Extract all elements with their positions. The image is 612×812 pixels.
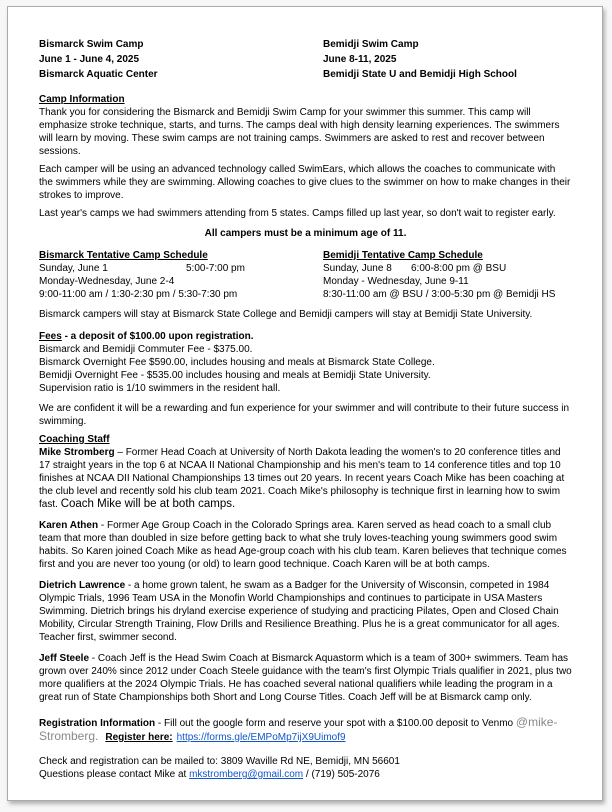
coach-bio-text-mike: – Former Head Coach at University of North Dakota leading the women's to 20 conference titles and 17 straight years in the top 6 at NCAA II National Championship and his men's team to 14 conference titles and top 10 finishes at NCAA DII National Championships 13 times out 20 years. In recent years Coach Mike has been coaching at the club level and recently sold his club team 2021. Coach Mike's philosophy is technique first in learning how to swim fast. [39, 447, 565, 510]
bismarck-row1-day: Sunday, June 1 [39, 263, 108, 274]
bismarck-header-block [39, 37, 323, 82]
camp-info-heading: Camp Information [39, 94, 125, 105]
bismarck-schedule [39, 249, 323, 301]
registration-form-link[interactable]: https://forms.gle/EMPoMp7ijX9Uimof9 [176, 732, 346, 743]
bemidji-header-block [323, 37, 572, 82]
bemidji-schedule-row-2: Monday - Wednesday, June 9-11 [323, 276, 469, 287]
coach-bio-text-karen: - Former Age Group Coach in the Colorado Springs area. Karen served as head coach to a small club team that more than doubled in size before getting back to what she truly loves-teaching young swimmers good swim habits. So Karen joined Coach Mike as head Age-group coach with his club team. Karen believes that technique comes first and you are never too young (or old) to learn good technique. Coach Karen will be at both camps. [39, 520, 567, 570]
questions-suffix: / (719) 505-2076 [303, 769, 380, 780]
fees-heading-line [39, 330, 572, 343]
coach-bio-text-dietrich: - a home grown talent, he swam as a Badger for the University of Wisconsin, competed in 1984 Olympic Trials, 1996 Team USA in the Monofin World Championships and continues to participate in USA Masters Swimming. Dietrich brings his dryland exercise experience of studying and practicing Pilates, Open and Closed Chain Mobility, Circular Strength Training, Flow Drills and Resilience Breathing. Plus he is a great communicator for all ages. Teacher first, swimmer second. [39, 580, 560, 643]
coach-bio-mike [39, 446, 572, 511]
mailing-address-line: Check and registration can be mailed to: 3809 Waville Rd NE, Bemidji, MN 56601 [39, 756, 400, 767]
bemidji-row1-day: Sunday, June 8 [323, 263, 392, 274]
camp-info-paragraph-2: Each camper will be using an advanced technology called SwimEars, which allows the coaches to communicate with the swimmers while they are swimming. Allowing coaches to give clues to the swimmer on how to make changes in their strokes to improve. [39, 164, 571, 201]
bemidji-camp-dates: June 8-11, 2025 [323, 54, 397, 65]
bismarck-camp-title: Bismarck Swim Camp [39, 39, 144, 50]
questions-line [39, 768, 572, 781]
fee-line-supervision: Supervision ratio is 1/10 swimmers in the resident hall. [39, 383, 281, 394]
document-page [7, 6, 603, 801]
fees-heading: Fees [39, 331, 62, 342]
bemidji-schedule-row-1 [323, 262, 572, 275]
registration-text: - Fill out the google form and reserve your spot with a $100.00 deposit to Venmo [155, 718, 516, 729]
coach-bio-dietrich [39, 579, 572, 644]
contact-email-link[interactable]: mkstromberg@gmail.com [189, 769, 304, 780]
registration-info-line [39, 716, 572, 744]
camp-header [39, 37, 572, 82]
venmo-handle: @mike-Stromberg. [39, 715, 558, 743]
coach-bio-jeff [39, 652, 572, 704]
bismarck-camp-dates: June 1 - June 4, 2025 [39, 54, 140, 65]
coach-name-dietrich: Dietrich Lawrence [39, 580, 126, 591]
bismarck-schedule-row-1 [39, 262, 323, 275]
bemidji-camp-venue: Bemidji State U and Bemidji High School [323, 69, 517, 80]
coach-bio-text-jeff: - Coach Jeff is the Head Swim Coach at Bismarck Aquastorm which is a team of 300+ swimmers. Team has grown over 240% since 2012 under Coach Steele guidance with the team's first Olympic Trials qualifier in 2021, plus two more qualifiers at the 2024 Olympic Trials. He has coached several national qualifiers while leading the program in a great run of State Championships both Short and Long Course Titles. Coach Jeff will be at Bismarck camp only. [39, 653, 572, 703]
fee-line-bismarck-overnight: Bismarck Overnight Fee $590.00, includes housing and meals at Bismarck State College. [39, 357, 435, 368]
bemidji-schedule [323, 249, 572, 301]
bismarck-schedule-row-2: Monday-Wednesday, June 2-4 [39, 276, 175, 287]
bismarck-row1-time: 5:00-7:00 pm [186, 263, 245, 274]
bemidji-camp-title: Bemidji Swim Camp [323, 39, 419, 50]
age-requirement-notice: All campers must be a minimum age of 11. [204, 228, 407, 239]
bismarck-camp-venue: Bismarck Aquatic Center [39, 69, 158, 80]
coach-bio-karen [39, 519, 572, 571]
bemidji-schedule-heading: Bemidji Tentative Camp Schedule [323, 250, 483, 261]
camp-info-paragraph-3: Last year's camps we had swimmers attending from 5 states. Camps filled up last year, so don't wait to register early. [39, 208, 556, 219]
bemidji-row1-time: 6:00-8:00 pm @ BSU [411, 263, 507, 274]
fees-heading-rest: - a deposit of $100.00 upon registration. [61, 331, 254, 342]
bismarck-schedule-heading: Bismarck Tentative Camp Schedule [39, 250, 208, 261]
fee-line-commuter: Bismarck and Bemidji Commuter Fee - $375.00. [39, 344, 253, 355]
registration-heading: Registration Information [39, 718, 156, 729]
coach-name-karen: Karen Athen [39, 520, 99, 531]
coach-name-mike: Mike Stromberg [39, 447, 115, 458]
document-content [39, 37, 572, 781]
coach-bio-tail-mike: Coach Mike will be at both camps. [60, 498, 236, 510]
stay-note: Bismarck campers will stay at Bismarck State College and Bemidji campers will stay at Bemidji State University. [39, 309, 533, 320]
confidence-note: We are confident it will be a rewarding and fun experience for your swimmer and will contribute to their future success in swimming. [39, 403, 570, 427]
bismarck-schedule-row-3: 9:00-11:00 am / 1:30-2:30 pm / 5:30-7:30 pm [39, 289, 238, 300]
camp-info-paragraph-1: Thank you for considering the Bismarck and Bemidji Swim Camp for your swimmer this summer. This camp will emphasize stroke technique, starts, and turns. The camps deal with high density learning experiences. The swimmers will learn by moving. These swim camps are not training camps. Swimmers are asked to rest and recover between sessions. [39, 107, 560, 157]
schedule-section [39, 249, 572, 301]
fee-line-bemidji-overnight: Bemidji Overnight Fee - $535.00 includes housing and meals at Bemidji State University. [39, 370, 431, 381]
bemidji-schedule-row-3: 8:30-11:00 am @ BSU / 3:00-5:30 pm @ Bemidji HS [323, 289, 556, 300]
coach-name-jeff: Jeff Steele [39, 653, 90, 664]
questions-prefix: Questions please contact Mike at [39, 769, 190, 780]
coaching-staff-heading: Coaching Staff [39, 434, 110, 445]
register-here-label: Register here: [105, 732, 173, 743]
